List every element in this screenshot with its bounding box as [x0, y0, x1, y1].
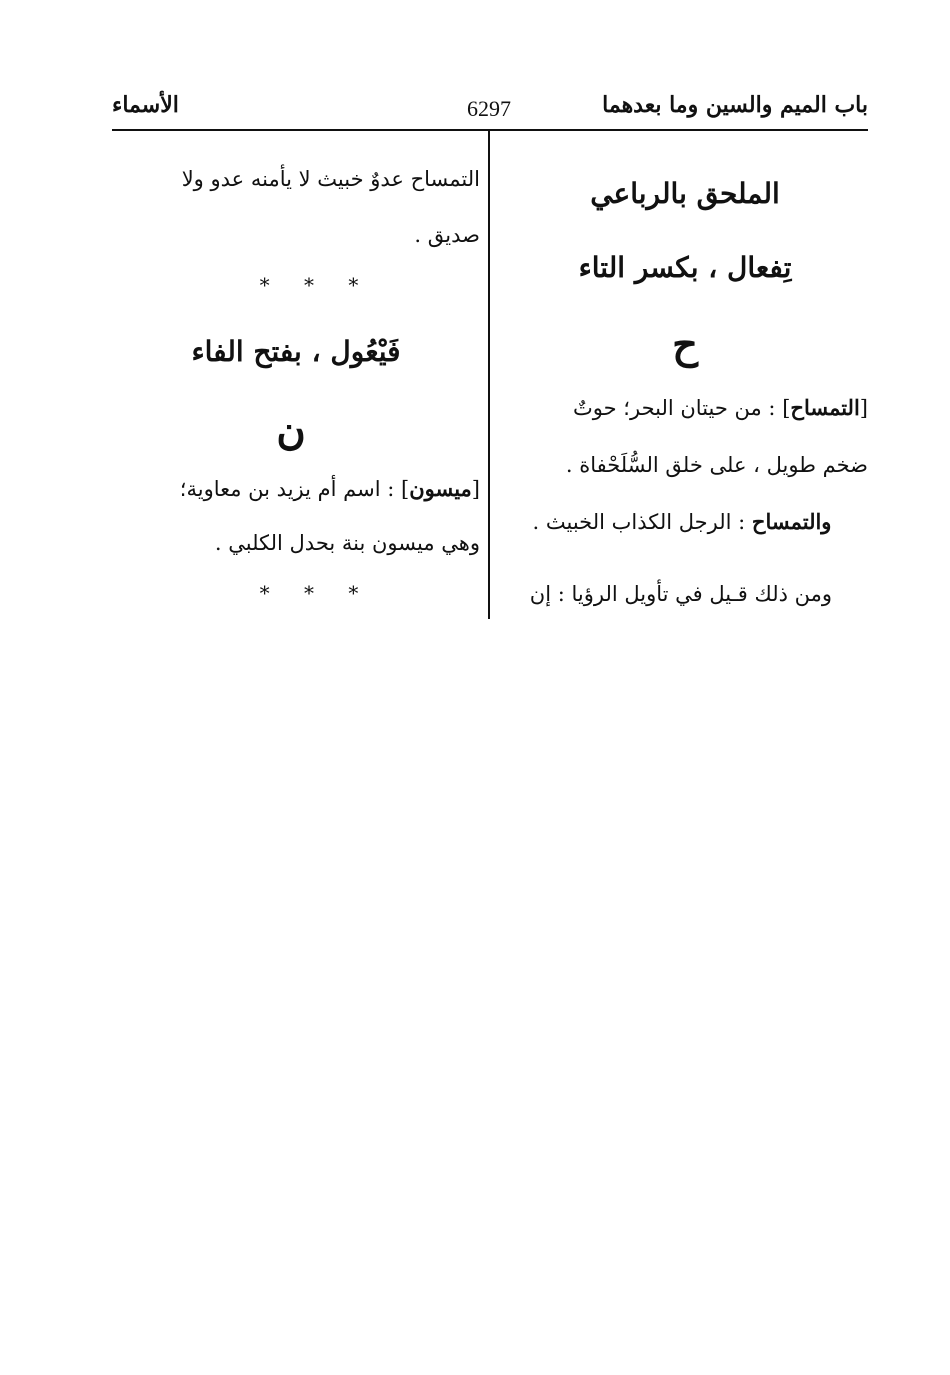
separator-stars: * * *: [259, 581, 373, 605]
close-bracket: ]: [782, 396, 791, 420]
section-heading: الملحق بالرباعي: [590, 177, 780, 210]
entry-term: التمساح: [790, 395, 860, 420]
running-head: [112, 92, 868, 128]
entry-line: [502, 395, 868, 420]
entry-line: ضخم طويل ، على خلق السُّلَحْفاة .: [565, 453, 868, 477]
root-letter-heading: ن: [276, 407, 306, 454]
entry-definition: : الرجل الكذاب الخبيث .: [532, 510, 752, 534]
entry-term: ميسون: [409, 476, 472, 501]
entry-line: [112, 476, 480, 501]
root-letter-heading: ح: [672, 321, 698, 368]
close-bracket: ]: [401, 477, 410, 501]
entry-term: والتمساح: [751, 509, 832, 534]
continuation-line: صديق .: [414, 223, 480, 247]
open-bracket: [: [859, 396, 868, 420]
entry-definition: : اسم أم يزيد بن معاوية؛: [179, 477, 401, 501]
open-bracket: [: [471, 477, 480, 501]
header-rule: [112, 129, 868, 131]
section-title: باب الميم والسين وما بعدهما: [602, 92, 868, 118]
page-number: 6297: [467, 96, 511, 121]
continuation-line: التمساح عدوٌ خبيث لا يأمنه عدو ولا: [181, 167, 480, 191]
category-title: الأسماء: [112, 92, 179, 118]
entry-definition: : من حيتان البحر؛ حوتٌ: [573, 396, 783, 420]
continuation-line: ومن ذلك قـيل في تأويل الرؤيا : إن: [529, 582, 832, 606]
separator-stars: * * *: [259, 273, 373, 297]
column-divider: [488, 131, 490, 619]
pattern-heading: تِفعال ، بكسر التاء: [578, 251, 792, 284]
entry-line: وهي ميسون بنة بحدل الكلبي .: [214, 531, 480, 555]
pattern-heading: فَيْعُول ، بفتح الفاء: [191, 335, 401, 368]
entry-line: [502, 509, 868, 534]
